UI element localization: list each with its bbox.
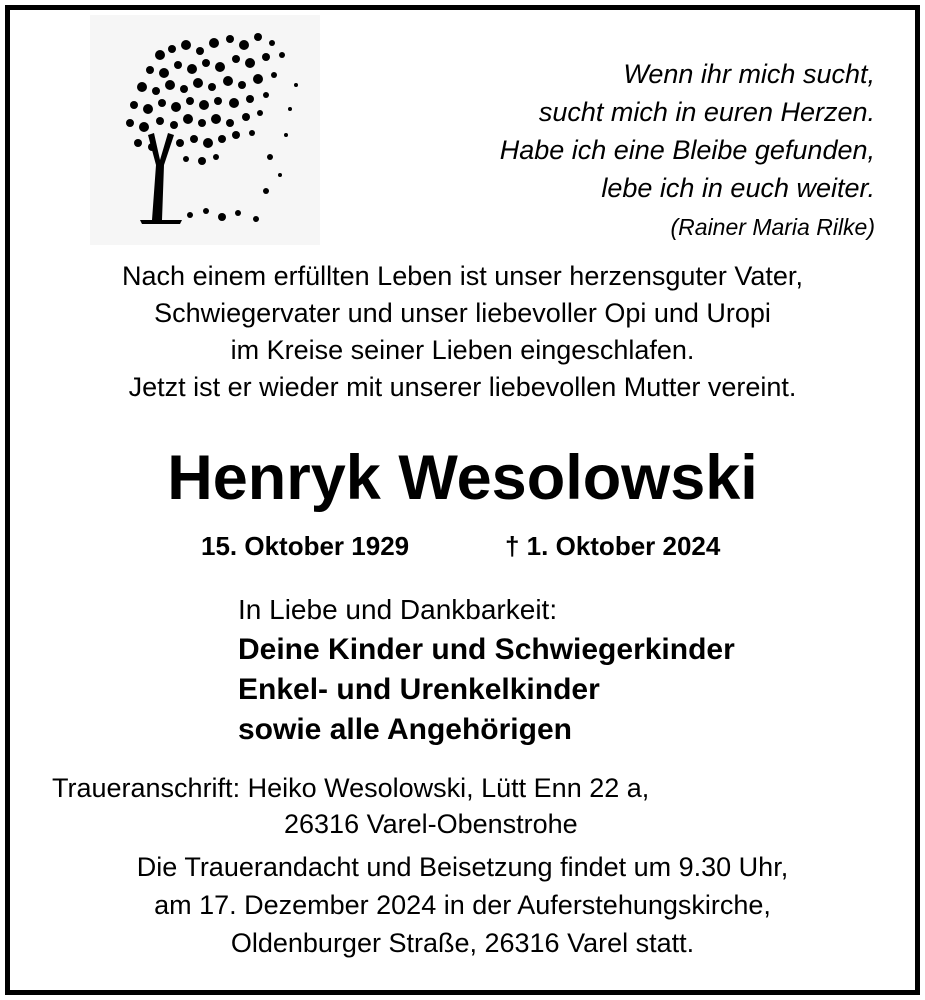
service-line: Die Trauerandacht und Beisetzung findet um 9.30 Uhr,	[136, 852, 789, 882]
poem-line: Habe ich eine Bleibe gefunden,	[499, 135, 875, 165]
family-lead: In Liebe und Dankbarkeit:	[238, 594, 558, 625]
death-date: † 1. Oktober 2024	[505, 531, 721, 561]
birth-date: 15. Oktober 1929	[201, 531, 410, 561]
intro-line: im Kreise seiner Lieben eingeschlafen.	[230, 335, 695, 365]
service-line: am 17. Dezember 2024 in der Auferstehungskirche,	[154, 890, 771, 920]
intro-line: Schwiegervater und unser liebevoller Opi und Uropi	[154, 298, 771, 328]
poem-line: Wenn ihr mich sucht,	[623, 59, 875, 89]
mourning-address-line1: Traueranschrift: Heiko Wesolowski, Lütt Enn 22 a,	[52, 773, 650, 803]
service-line: Oldenburger Straße, 26316 Varel statt.	[230, 928, 695, 958]
mourning-address-line2: 26316 Varel-Obenstrohe	[284, 809, 578, 839]
family-signature	[238, 590, 735, 750]
intro-text	[0, 258, 925, 406]
intro-line: Jetzt ist er wieder mit unserer liebevollen Mutter vereint.	[128, 372, 797, 402]
poem-author: (Rainer Maria Rilke)	[670, 214, 875, 240]
intro-line: Nach einem erfüllten Leben ist unser herzensguter Vater,	[122, 261, 803, 291]
poem-line: sucht mich in euren Herzen.	[538, 97, 875, 127]
service-info	[0, 848, 925, 962]
deceased-name: Henryk Wesolowski	[167, 443, 758, 513]
family-line: sowie alle Angehörigen	[238, 713, 572, 746]
poem	[275, 55, 875, 245]
family-line: Deine Kinder und Schwiegerkinder	[238, 633, 735, 666]
poem-line: lebe ich in euch weiter.	[601, 173, 875, 203]
family-line: Enkel- und Urenkelkinder	[238, 673, 600, 706]
